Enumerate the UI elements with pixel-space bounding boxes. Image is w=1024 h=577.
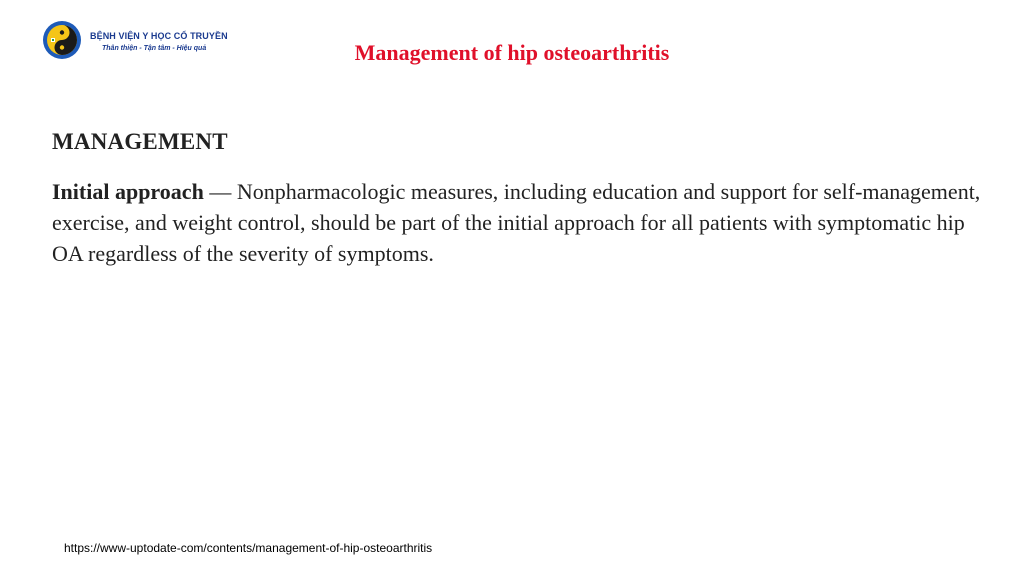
- slide-title: Management of hip osteoarthritis: [354, 40, 670, 65]
- hospital-slogan: Thân thiện - Tận tâm - Hiệu quả: [102, 44, 207, 52]
- section-heading: MANAGEMENT: [52, 129, 228, 154]
- paragraph-lead: Initial approach: [52, 179, 204, 204]
- paragraph-separator: —: [203, 179, 237, 204]
- paragraph-text: Nonpharmacologic measures, including education and support for self-management, exercise, and weight control, should be part of the initial approach for all patients with symptomatic hip OA regardless of the severity of symptoms.: [52, 179, 981, 266]
- source-url: https://www-uptodate-com/contents/management-of-hip-osteoarthritis: [64, 541, 433, 555]
- hospital-name: BỆNH VIỆN Y HỌC CỔ TRUYỀN: [90, 30, 228, 41]
- body-paragraph: [52, 176, 982, 269]
